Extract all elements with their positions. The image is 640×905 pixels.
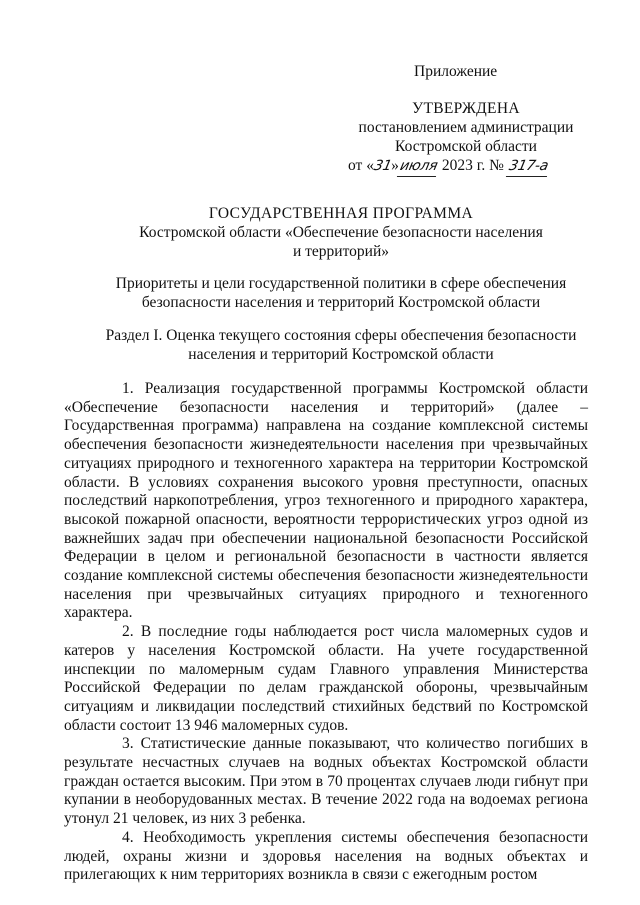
paragraph-2: 2. В последние годы наблюдается рост числа маломерных судов и катеров у населения Костромской области. На учете государственной инспекции по маломерным судам Главного управления Министерства Российской Федерации по делам гражданской обороны, чрезвычайным ситуациям и ликвидации последствий стихийных бедствий по Костромской области состоит 13 946 маломерных судов. bbox=[64, 623, 588, 734]
section-heading bbox=[96, 326, 586, 364]
program-title-main: ГОСУДАРСТВЕННАЯ ПРОГРАММА bbox=[208, 205, 474, 222]
program-title bbox=[96, 204, 586, 261]
paragraph-1: 1. Реализация государственной программы Костромской области «Обеспечение безопасности населения и территорий» (далее – Государственная программа) направлена на создание комплексной системы обеспечения безопасности жизнедеятельности населения при чрезвычайных ситуациях природного и техногенного характера на территории Костромской области. В условиях сохранения высокого уровня преступности, опасных последствий наркопотребления, угроз техногенного и природного характера, высокой пожарной опасности, вероятности террористических угроз одной из важнейших задач при обеспечении национальной безопасности Российской Федерации в целом и региональной безопасности в частности является создание комплексной системы обеспечения безопасности жизнедеятельности населения при чрезвычайных ситуациях природного и техногенного характера. bbox=[64, 380, 588, 622]
paragraph-3: 3. Статистические данные показывают, что количество погибших в результате несчастных случаев на водных объектах Костромской области граждан остается высоким. При этом в 70 процентах случаев люди гибнут при купании в необорудованных местах. В течение 2022 года на водоемах региона утонул 21 человек, из них 3 ребенка. bbox=[64, 735, 588, 828]
approval-line-region: Костромской области bbox=[395, 138, 537, 155]
date-mid: » bbox=[391, 157, 399, 174]
date-prefix: от « bbox=[348, 157, 374, 174]
handwritten-month: июля bbox=[397, 157, 440, 177]
program-title-line2: и территорий» bbox=[292, 243, 390, 260]
handwritten-day: 31 bbox=[372, 158, 393, 174]
priorities-line2: безопасности населения и территорий Костромской области bbox=[141, 294, 541, 311]
approved-heading: УТВЕРЖДЕНА bbox=[412, 100, 520, 117]
appendix-label: Приложение bbox=[414, 63, 498, 80]
priorities-heading bbox=[96, 274, 586, 312]
approval-block bbox=[346, 62, 586, 177]
priorities-line1: Приоритеты и цели государственной политики в сфере обеспечения bbox=[115, 275, 567, 292]
date-year: 2023 г. № bbox=[437, 157, 508, 174]
approval-line-resolution: постановлением администрации bbox=[358, 119, 574, 136]
body-text bbox=[64, 380, 588, 885]
section-line1: Раздел I. Оценка текущего состояния сферы обеспечения безопасности bbox=[105, 327, 577, 344]
paragraph-4: 4. Необходимость укрепления системы обеспечения безопасности людей, охраны жизни и здоровья населения на водных объектах и прилегающих к ним территориях возникла в связи с ежегодным ростом bbox=[64, 828, 588, 884]
section-line2: населения и территорий Костромской области bbox=[188, 346, 494, 363]
program-title-line1: Костромской области «Обеспечение безопасности населения bbox=[139, 224, 543, 241]
handwritten-number: 317-а bbox=[506, 157, 551, 177]
approval-date-line bbox=[346, 156, 586, 177]
